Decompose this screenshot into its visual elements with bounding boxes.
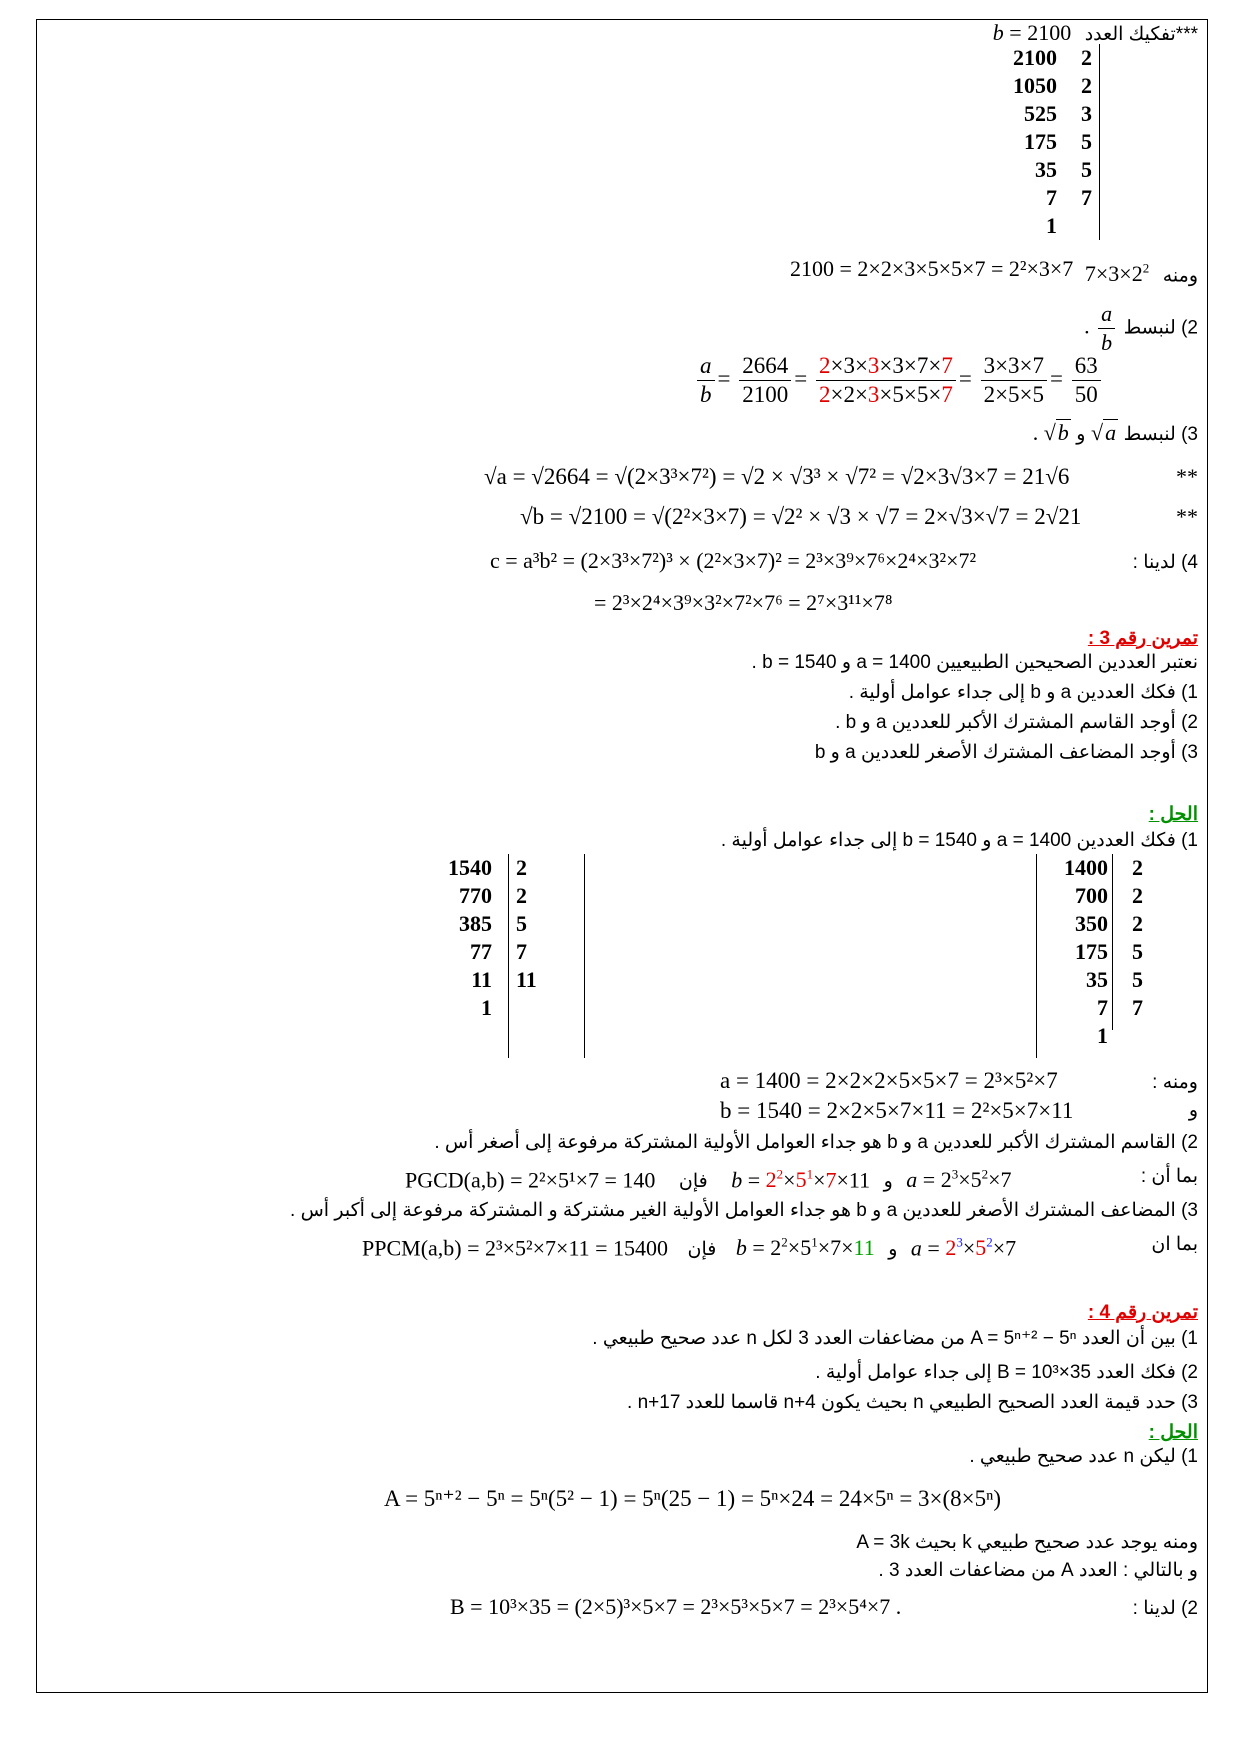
table-divisor: 7 [516, 939, 527, 964]
table-divider-a [1112, 854, 1113, 1030]
ex4-q1: 1) بين أن العدد A = 5ⁿ⁺² − 5ⁿ من مضاعفات العدد 3 لكل n عدد صحيح طبيعي . [592, 1328, 1198, 1349]
table-divisor: 2 [516, 855, 527, 880]
table-value: 1 [481, 995, 492, 1020]
factor-table-1540 [402, 854, 556, 1022]
B-line: B = 10³×35 = (2×5)³×5×7 = 2³×5³×5×7 = 2³×5⁴×7 . [450, 1594, 902, 1619]
table-row [1018, 966, 1172, 994]
table-row [1018, 1022, 1172, 1050]
table-divisor [504, 994, 556, 1022]
table-divisor: 2 [1132, 911, 1143, 936]
table-value: 175 [1024, 129, 1057, 154]
c-line1: c = a³b² = (2×3³×7²)³ × (2²×3×7)² = 2³×3⁹×7⁶×2⁴×3²×7² [490, 548, 977, 573]
table-row [967, 128, 1121, 156]
table-value: 770 [459, 883, 492, 908]
table-row [1018, 854, 1172, 882]
table-frame-left-a [1036, 854, 1037, 1058]
hence-b-line: ومنه $7\times 3\times 2^2$ [1084, 261, 1198, 287]
table-value: 7 [1046, 185, 1057, 210]
star-marker: ** [1176, 464, 1198, 489]
ex3-q3: 3) أوجد المضاعف المشترك الأصغر للعددين a و b [814, 742, 1198, 763]
table-row [402, 966, 556, 994]
table-value: 1540 [448, 855, 492, 880]
exists-line: ومنه يوجد عدد صحيح طبيعي k بحيث A = 3k [856, 1532, 1198, 1553]
table-divisor: 5 [516, 911, 527, 936]
table-divisor: 5 [1081, 157, 1092, 182]
table-divider-b [508, 854, 509, 1058]
c-line2: = 2³×2⁴×3⁹×3²×7²×7⁶ = 2⁷×3¹¹×7⁸ [594, 590, 893, 615]
table-divisor: 2 [1132, 883, 1143, 908]
table-divider [1099, 44, 1100, 240]
table-row [967, 156, 1121, 184]
table-divisor: 7 [1132, 995, 1143, 1020]
table-row [967, 212, 1121, 240]
table-divisor: 7 [1081, 185, 1092, 210]
ex4-title: تمرين رقم 4 : [1087, 1302, 1198, 1323]
table-value: 77 [470, 939, 492, 964]
table-value: 525 [1024, 101, 1057, 126]
factor-table-2100 [967, 44, 1121, 240]
table-divisor: 5 [1132, 939, 1143, 964]
ppcm-line: بما ان [1151, 1234, 1198, 1255]
table-value: 1 [1046, 213, 1057, 238]
table-value: 1400 [1064, 855, 1108, 880]
table-value: 1050 [1013, 73, 1057, 98]
table-value: 385 [459, 911, 492, 936]
table-divisor: 5 [1132, 967, 1143, 992]
and-b: و [1188, 1100, 1198, 1121]
ex4-q2: 2) فكك العدد B = 10³×35 إلى جداء عوامل أولية . [815, 1362, 1198, 1383]
hence-colon: ومنه : [1152, 1072, 1198, 1093]
header-line: ***تفكيك العدد b = 2100 [992, 20, 1198, 45]
table-row [402, 938, 556, 966]
table-row [1018, 938, 1172, 966]
b-decomp: b = 1540 = 2×2×5×7×11 = 2²×5×7×11 [720, 1098, 1074, 1123]
pgcd-line: بما أن : [1140, 1166, 1198, 1187]
table-frame-right-b [584, 854, 585, 1058]
ppcm-expression: PPCM(a,b) = 2³×5²×7×11 = 15400 فإن $b = 2^2\times 5^1\times 7\times 11$ و $a = 2^3\times 5^2\times 7$ [362, 1235, 1017, 1261]
table-value: 1 [1097, 1023, 1108, 1048]
sqrt-a-line: √a = √2664 = √(2×3³×7²) = √2 × √3³ × √7² = √2×3√3×7 = 21√6 [484, 464, 1070, 489]
table-value: 11 [471, 967, 492, 992]
table-divisor: 5 [1081, 129, 1092, 154]
a-decomp: a = 1400 = 2×2×2×5×5×7 = 2³×5²×7 [720, 1068, 1058, 1093]
b-decomposition: 2100 = 2×2×3×5×5×7 = 2²×3×7 [790, 256, 1074, 281]
fraction-simplification: $\frac{a}{b}$ = $\frac{2664}{2100}$ = $\frac{2\times 3\times 3\times 3\times 7\times 7}{2\times 2\times 3\times 5\times 5\times 7}$ = $\frac{3\times 3\times 7}{2\times 5\times 5}$ = $\frac{63}{50}$ [694, 352, 1104, 409]
table-divisor [1120, 1022, 1172, 1050]
therefore-line: و بالتالي : العدد A من مضاعفات العدد 3 . [878, 1560, 1198, 1581]
table-value: 700 [1075, 883, 1108, 908]
table-row [967, 184, 1121, 212]
table-row [967, 72, 1121, 100]
table-row [402, 854, 556, 882]
ex4-q3: 3) حدد قيمة العدد الصحيح الطبيعي n بحيث يكون n+4 قاسما للعدد n+17 . [627, 1392, 1198, 1413]
table-divisor: 2 [1132, 855, 1143, 880]
table-row [402, 910, 556, 938]
ex3-solution-label: الحل : [1148, 804, 1198, 825]
table-value: 2100 [1013, 45, 1057, 70]
q2-simplify: 2) لنبسط $\frac{a}{b}$ . [1084, 301, 1198, 355]
ex4-s1: 1) ليكن n عدد صحيح طبيعي . [969, 1446, 1198, 1467]
ex4-solution-label: الحل : [1148, 1422, 1198, 1443]
table-value: 350 [1075, 911, 1108, 936]
ex3-q1: 1) فكك العددين a و b إلى جداء عوامل أولية . [848, 682, 1198, 703]
ex3-s1: 1) فكك العددين a = 1400 و b = 1540 إلى جداء عوامل أولية . [720, 830, 1198, 851]
ex3-s2: 2) القاسم المشترك الأكبر للعددين a و b هو جداء العوامل الأولية المشتركة مرفوعة إلى أصغر أس . [434, 1132, 1198, 1153]
table-divisor: 2 [1081, 45, 1092, 70]
table-row [402, 994, 556, 1022]
ex3-q2: 2) أوجد القاسم المشترك الأكبر للعددين a و b . [835, 712, 1198, 733]
ex3-intro: نعتبر العددين الصحيحين الطبيعيين a = 1400 و b = 1540 . [751, 652, 1198, 673]
table-divisor [1069, 212, 1121, 240]
table-value: 7 [1097, 995, 1108, 1020]
table-value: 175 [1075, 939, 1108, 964]
table-row [967, 44, 1121, 72]
table-row [1018, 910, 1172, 938]
table-divisor: 3 [1081, 101, 1092, 126]
table-divisor: 2 [516, 883, 527, 908]
q3-simplify: 3) لنبسط √a و √b . [1032, 420, 1198, 445]
table-divisor: 2 [1081, 73, 1092, 98]
q2-have: 2) لدينا : [1132, 1598, 1198, 1619]
table-divisor: 11 [516, 967, 537, 992]
table-row [402, 882, 556, 910]
sqrt-b-line: √b = √2100 = √(2²×3×7) = √2² × √3 × √7 = 2×√3×√7 = 2√21 [520, 504, 1082, 529]
factor-table-1400 [1018, 854, 1172, 1050]
A-line: A = 5ⁿ⁺² − 5ⁿ = 5ⁿ(5² − 1) = 5ⁿ(25 − 1) = 5ⁿ×24 = 24×5ⁿ = 3×(8×5ⁿ) [384, 1486, 1002, 1511]
table-value: 35 [1086, 967, 1108, 992]
table-row [1018, 882, 1172, 910]
pgcd-expression: PGCD(a,b) = 2²×5¹×7 = 140 فإن $b = 2^2\times 5^1\times 7\times 11$ و $a = 2^3\times 5^2\times 7$ [405, 1167, 1012, 1193]
ex3-s3: 3) المضاعف المشترك الأصغر للعددين a و b هو جداء العوامل الأولية الغير مشتركة و المشتركة مرفوعة إلى أكبر أس . [290, 1200, 1198, 1221]
table-row [1018, 994, 1172, 1022]
star-marker-2: ** [1176, 504, 1198, 529]
q4-label: 4) لدينا : [1132, 552, 1198, 573]
table-value: 35 [1035, 157, 1057, 182]
table-row [967, 100, 1121, 128]
ex3-title: تمرين رقم 3 : [1087, 628, 1198, 649]
